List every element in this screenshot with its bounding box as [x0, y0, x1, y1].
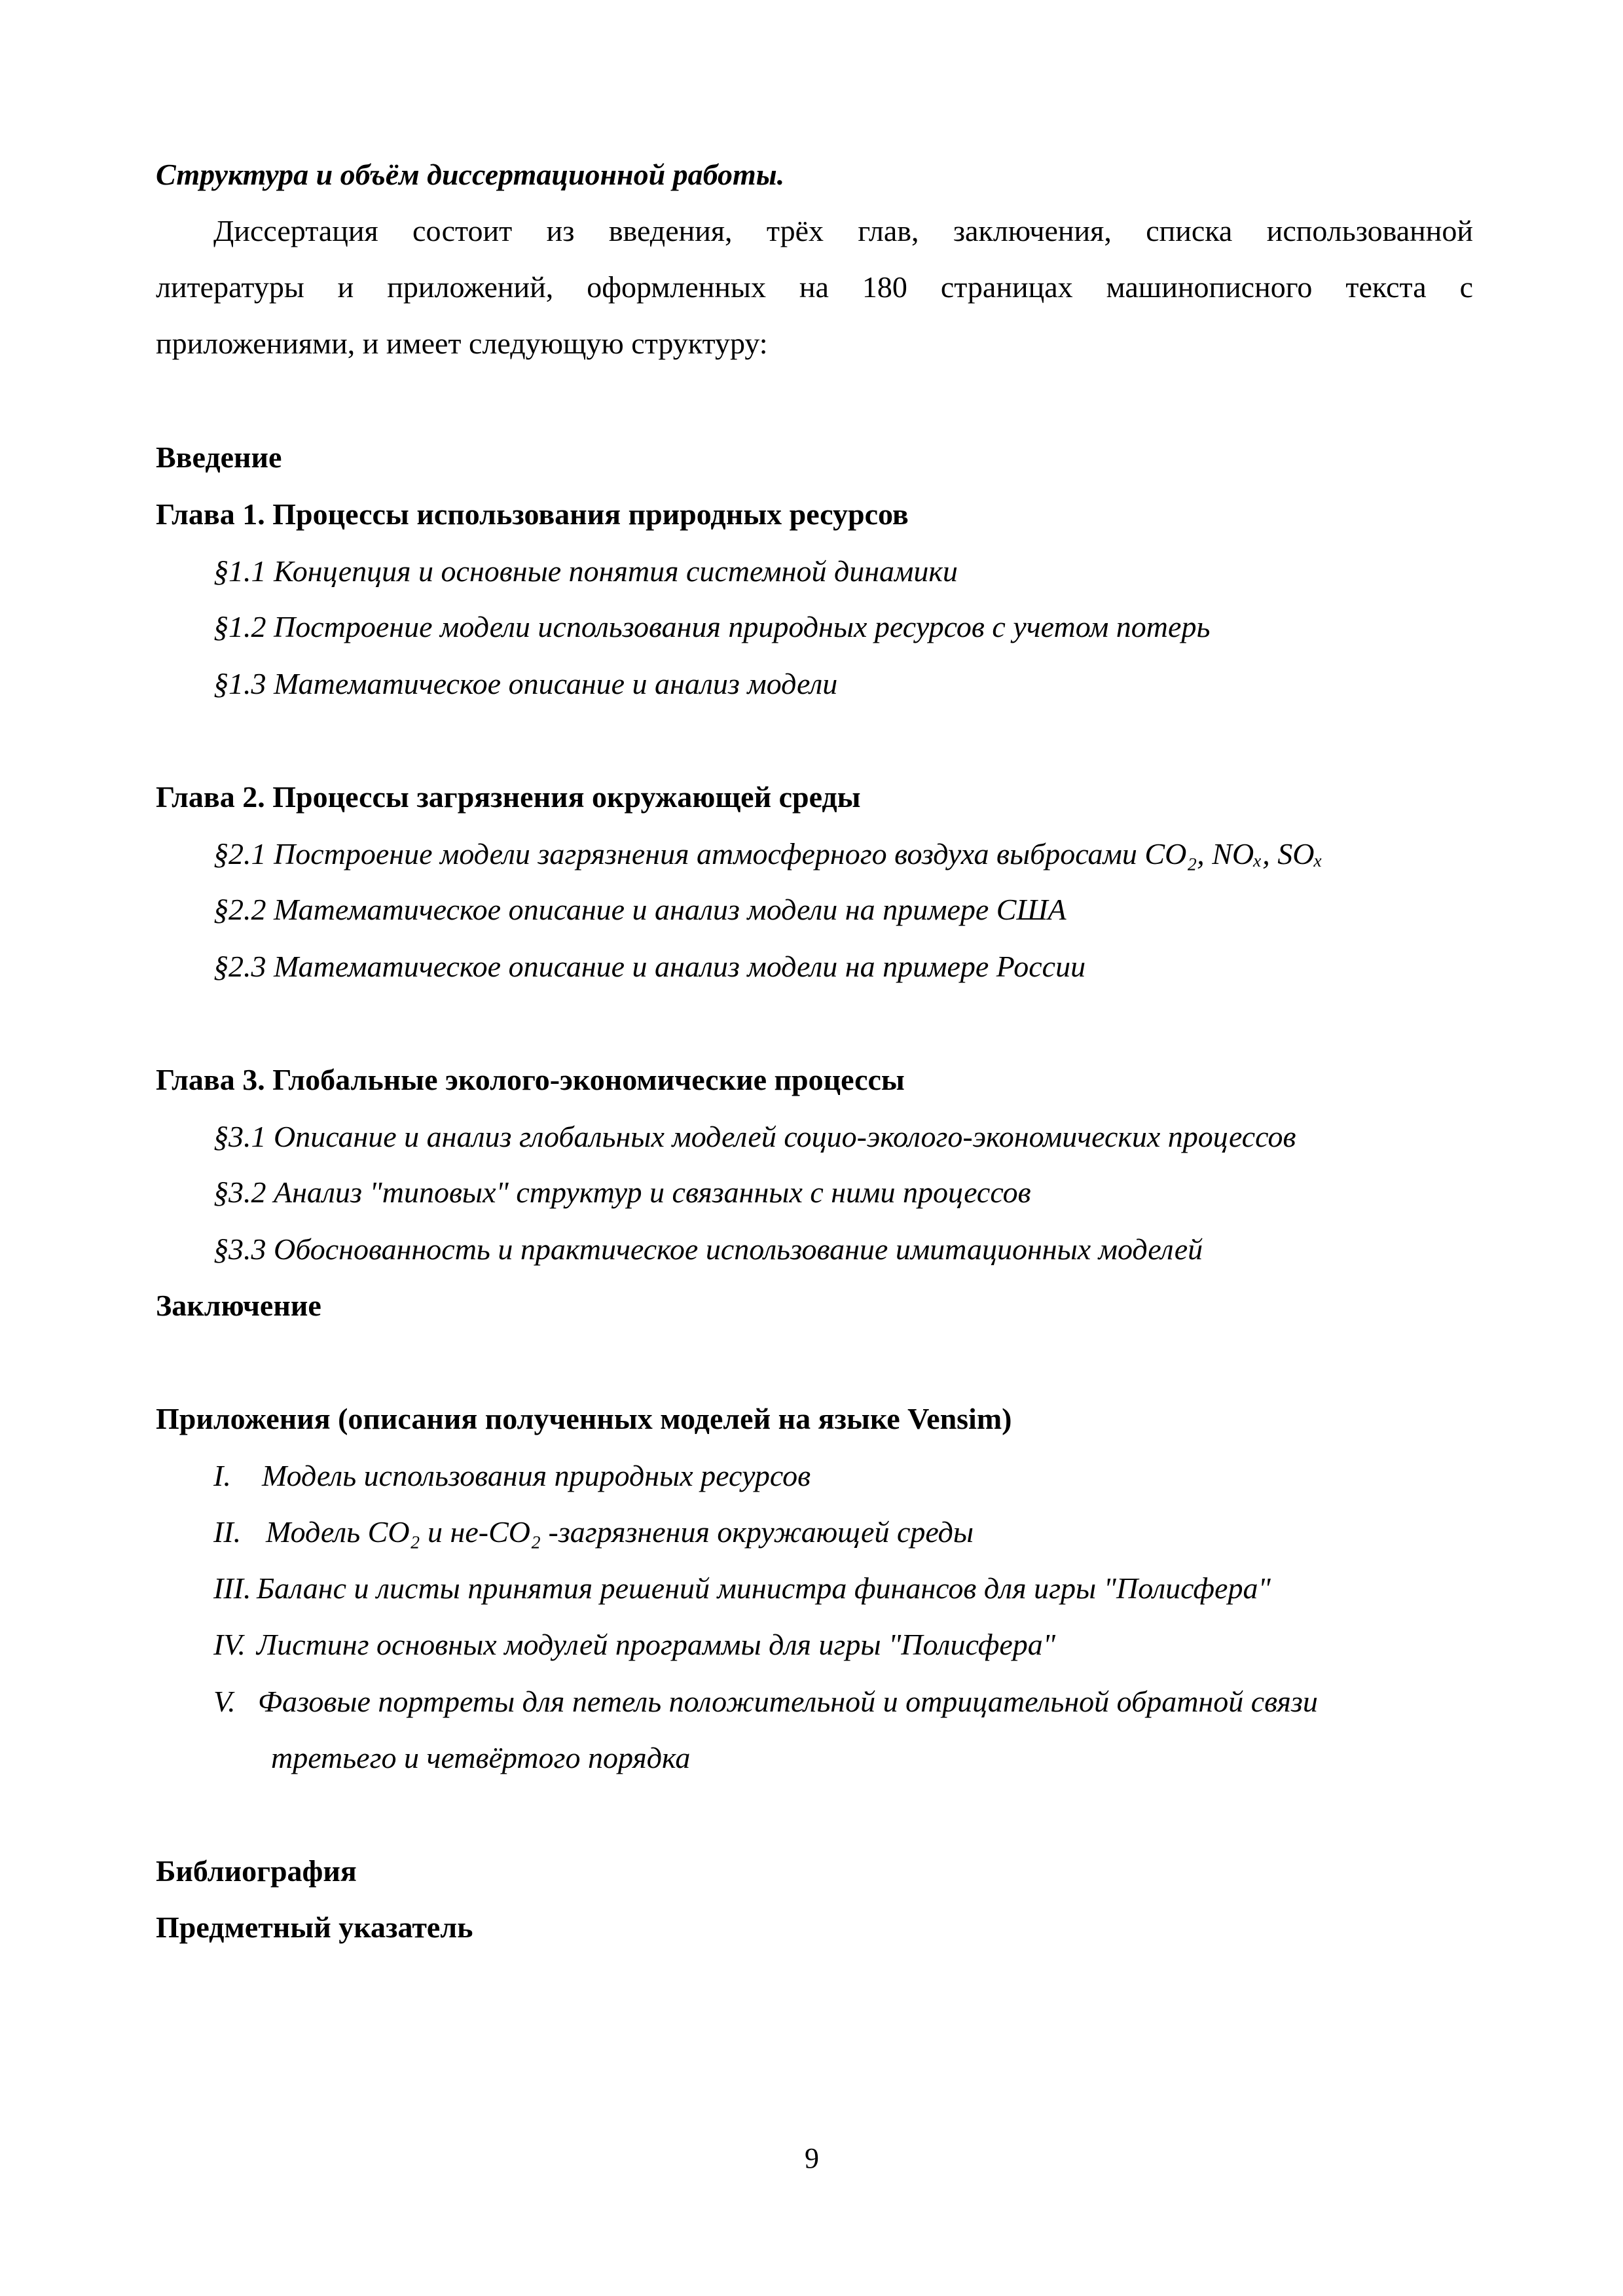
appendix-text: Фазовые портреты для петель положительной и отрицательной обратной связи [258, 1685, 1318, 1718]
appendix-numeral: IV. [213, 1628, 246, 1661]
toc-section-1-3: §1.3 Математическое описание и анализ модели [213, 667, 838, 700]
toc-chapter-3-title: Глава 3. Глобальные эколого-экономические процессы [156, 1063, 905, 1096]
section-heading: Структура и объём диссертационной работы. [156, 158, 785, 191]
toc-appendix-2 [213, 1517, 974, 1547]
toc-chapter-1-title: Глава 1. Процессы использования природных ресурсов [156, 497, 909, 531]
appendix-numeral: II. [213, 1515, 242, 1549]
toc-appendix-4 [213, 1630, 1055, 1660]
toc-conclusion: Заключение [156, 1289, 321, 1322]
toc-appendix-5 [213, 1687, 1318, 1717]
appendix-text: Листинг основных модулей программы для игры "Полисфера" [257, 1628, 1056, 1661]
appendix-numeral: III. [213, 1571, 251, 1605]
toc-appendix-3 [213, 1573, 1271, 1604]
appendix-numeral: V. [213, 1685, 236, 1718]
toc-section-3-1: §3.1 Описание и анализ глобальных моделей социо-эколого-экономических процессов [213, 1120, 1296, 1153]
appendix-text: Модель CO₂ и не-CO₂ -загрязнения окружающей среды [266, 1515, 974, 1549]
toc-bibliography: Библиография [156, 1854, 357, 1888]
toc-section-1-2: §1.2 Построение модели использования природных ресурсов с учетом потерь [213, 610, 1211, 643]
toc-section-2-1: §2.1 Построение модели загрязнения атмосферного воздуха выбросами CO₂, NOₓ, SOₓ [213, 837, 1323, 870]
page-number: 9 [805, 2142, 819, 2174]
intro-paragraph-line-1: Диссертация состоит из введения, трёх глав, заключения, списка использованной [213, 214, 1473, 247]
appendix-text: Модель использования природных ресурсов [262, 1459, 811, 1492]
toc-section-3-3: §3.3 Обоснованность и практическое использование имитационных моделей [213, 1232, 1203, 1266]
appendix-numeral: I. [213, 1459, 231, 1492]
toc-appendix-5-continuation: третьего и четвёртого порядка [271, 1741, 691, 1774]
toc-section-2-2: §2.2 Математическое описание и анализ модели на примере США [213, 893, 1067, 926]
toc-subject-index: Предметный указатель [156, 1910, 473, 1944]
intro-paragraph-line-3: приложениями, и имеет следующую структуру: [156, 327, 768, 360]
toc-appendix-1 [213, 1461, 811, 1491]
toc-section-3-2: §3.2 Анализ "типовых" структур и связанных с ними процессов [213, 1175, 1031, 1209]
toc-section-1-1: §1.1 Концепция и основные понятия системной динамики [213, 554, 958, 588]
appendix-text: Баланс и листы принятия решений министра финансов для игры "Полисфера" [257, 1571, 1271, 1605]
toc-chapter-2-title: Глава 2. Процессы загрязнения окружающей среды [156, 780, 861, 814]
intro-paragraph-line-2: литературы и приложений, оформленных на 180 страницах машинописного текста с [156, 270, 1473, 304]
toc-appendices-title: Приложения (описания полученных моделей на языке Vensim) [156, 1402, 1012, 1435]
toc-section-2-3: §2.3 Математическое описание и анализ модели на примере России [213, 950, 1086, 983]
toc-introduction: Введение [156, 440, 282, 474]
